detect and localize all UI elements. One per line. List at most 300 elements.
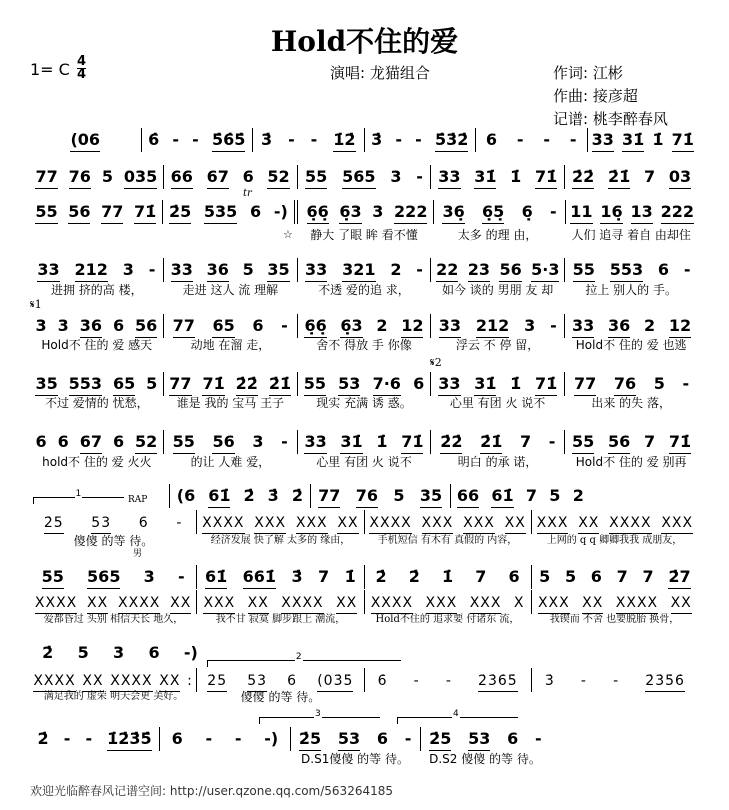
- note-group: 33: [438, 167, 460, 189]
- measure: [565, 432, 698, 454]
- note-group: 6: [485, 130, 498, 149]
- measure: [30, 202, 162, 224]
- notation-line: [30, 314, 698, 338]
- lyric-segment: hold不 住的 爱 火火: [42, 455, 152, 469]
- lyric-segment: 浮云 不 停 留，: [455, 338, 540, 352]
- note-group: 212: [75, 260, 108, 282]
- note-group: 6̇: [377, 673, 388, 689]
- notation-line: [30, 430, 698, 454]
- note-group: 61̇: [208, 486, 230, 508]
- note-group: 76: [614, 374, 636, 396]
- note-group: 36̣: [442, 202, 464, 224]
- note-group: XX: [337, 515, 358, 534]
- lyric-segment: 如今 谈的 男朋 友 却: [441, 283, 554, 297]
- note-group: 5: [539, 567, 551, 586]
- note-group: 6: [413, 374, 425, 393]
- note-group: XXXX: [202, 515, 244, 534]
- notation-line: [30, 590, 698, 614]
- lyric-segment: 心里 有团 火 说不: [449, 396, 546, 410]
- note-group: 5: [549, 486, 561, 505]
- note-group: -: [288, 130, 295, 149]
- note-group: 55: [572, 432, 594, 454]
- measure: [532, 592, 698, 614]
- note-group: 71̇: [535, 374, 557, 396]
- note-group: 6̣3: [340, 316, 362, 338]
- measure: [431, 432, 564, 454]
- lyrics-line: [30, 338, 698, 352]
- lyric-segment: 静大 了眼 眸 看不懂: [310, 228, 418, 242]
- note-group: (03̇5̇: [317, 673, 353, 692]
- measure: [298, 260, 431, 282]
- measure: [311, 486, 450, 508]
- note-group: 222: [394, 202, 427, 224]
- lyric-segment: 的让 人难 爱，: [190, 455, 271, 469]
- measure: [298, 167, 431, 189]
- measure: [30, 592, 196, 614]
- lyric-segment: 动地 在溜 走，: [190, 338, 271, 352]
- note-group: 7·6: [373, 374, 401, 396]
- trill-mark: tr: [243, 188, 252, 199]
- lyric-segment: 进拥 挤的高 楼，: [50, 283, 143, 297]
- note-group: 31̇: [474, 374, 496, 396]
- note-group: 33: [438, 374, 460, 396]
- lyric-segment: [30, 228, 164, 242]
- note-group: 77: [101, 202, 123, 224]
- measure: [298, 432, 431, 454]
- note-group: 6: [657, 260, 670, 279]
- note-group: 55: [573, 260, 595, 282]
- note-group: XX: [336, 595, 357, 614]
- measure: [431, 316, 564, 338]
- key-signature: 1= C: [30, 60, 70, 79]
- note-group: 6: [148, 643, 160, 662]
- notation-line: [30, 165, 698, 189]
- note-group: 7: [642, 567, 654, 586]
- note-group: 7: [519, 432, 532, 451]
- note-group: XXXX: [110, 673, 152, 692]
- note-group: 31̇: [622, 130, 644, 152]
- note-group: -: [205, 729, 213, 748]
- note-group: -: [172, 130, 180, 149]
- note-group: 2̇2̇: [440, 432, 462, 454]
- lyric-segment: Hold不 住的 爱 感天: [41, 338, 153, 352]
- note-group: 3: [122, 260, 134, 279]
- note-group: 3: [252, 432, 264, 451]
- lyrics-line: [30, 283, 698, 297]
- measure: [253, 130, 364, 152]
- measure: [291, 729, 420, 751]
- note-group: -: [580, 673, 587, 689]
- singer-credit: 演唱: 龙猫组合: [330, 64, 430, 82]
- measure: [30, 316, 163, 338]
- note-group: 33: [37, 260, 59, 282]
- note-group: 5: [393, 486, 405, 505]
- note-group: 5: [242, 260, 254, 279]
- note-group: 2: [643, 316, 656, 335]
- male-voice-mark: 男: [133, 549, 143, 559]
- note-group: 61̇: [491, 486, 513, 508]
- note-group: -: [682, 374, 690, 393]
- note-group: 13: [631, 202, 653, 224]
- note-group: -: [63, 729, 71, 748]
- measure: [476, 130, 587, 152]
- note-group: 5: [101, 167, 113, 186]
- lyric-segment: 经济发展 快了解 太多的 缘由，: [210, 535, 351, 546]
- note-group: 2̇1̇: [480, 432, 502, 454]
- note-group: 2̇1̇: [608, 167, 630, 189]
- note-group: 12: [401, 316, 423, 338]
- note-group: -: [395, 130, 403, 149]
- notation-line: [30, 200, 698, 224]
- lyric-segment: 爱都昏过 头别 相信天长 地久，: [43, 614, 184, 625]
- note-group: 2̇3̇5̇6̇: [645, 673, 685, 692]
- note-group: 66: [171, 167, 193, 189]
- note-group: 5: [77, 643, 89, 662]
- measure: [365, 670, 531, 692]
- note-group: 5·3: [531, 260, 559, 282]
- note-group: 565: [87, 567, 120, 589]
- segno-1-mark: 𝄋1: [30, 298, 42, 311]
- note-group: 6: [250, 202, 262, 221]
- note-group: 1̇: [442, 567, 454, 586]
- note-group: 6: [507, 729, 519, 748]
- notation-line: [30, 258, 698, 282]
- measure: [142, 130, 253, 152]
- measure: [30, 670, 196, 692]
- lyric-segment: 走进 这人 流 理解: [182, 283, 279, 297]
- note-group: -): [273, 202, 288, 221]
- note-group: 36: [608, 316, 630, 338]
- footer-link-text: 欢迎光临醉春风记谱空间: http://user.qzone.qq.com/563264185: [30, 784, 394, 798]
- measure: [566, 202, 698, 224]
- notation-line: [30, 484, 590, 508]
- lyric-segment: 出来 的失 落，: [591, 396, 671, 410]
- time-top: 4: [77, 54, 87, 69]
- note-group: X: [513, 595, 525, 611]
- note-group: 2̇: [408, 567, 420, 586]
- note-group: 3̇: [260, 130, 273, 149]
- note-group: 56: [608, 432, 630, 454]
- measure: [30, 374, 163, 396]
- note-group: 661̇: [243, 567, 276, 589]
- note-group: XXX: [422, 515, 454, 534]
- lyric-segment: 明白 的承 诺，: [457, 455, 538, 469]
- note-group: 55: [305, 167, 327, 189]
- notation-line: [30, 128, 698, 152]
- note-group: 71̇: [202, 374, 224, 396]
- lyric-segment: 上网的 q q 卿卿我我 成朋友，: [546, 535, 683, 546]
- note-group: 16̣: [600, 202, 622, 224]
- note-group: 65: [212, 316, 234, 338]
- note-group: 6: [112, 316, 125, 335]
- note-group: 6: [171, 729, 183, 748]
- note-group: 71̇: [672, 130, 694, 152]
- lyric-segment: [164, 228, 298, 242]
- note-group: 31̇: [474, 167, 496, 189]
- lyrics-line: [30, 613, 698, 627]
- note-group: 553: [610, 260, 643, 282]
- note-group: (6: [176, 486, 196, 505]
- volta-4: 4: [397, 717, 518, 724]
- measure: [30, 729, 159, 751]
- note-group: 76: [69, 167, 91, 189]
- note-group: -: [404, 729, 412, 748]
- note-group: 6̇: [148, 130, 160, 149]
- note-group: 3: [524, 316, 536, 335]
- note-group: 53: [338, 729, 360, 751]
- note-group: 77: [35, 167, 57, 189]
- note-group: XXXX: [35, 595, 77, 614]
- note-group: 3: [372, 202, 384, 221]
- note-group: 36: [207, 260, 229, 282]
- note-group: 3: [35, 316, 47, 335]
- measure: [588, 130, 699, 152]
- note-group: -: [613, 673, 620, 689]
- lyric-segment: 我不甘 寂寞 脚步跟上 潮流，: [215, 614, 346, 625]
- note-group: 53: [247, 673, 267, 692]
- note-group: -: [85, 729, 93, 748]
- measure: [532, 512, 698, 534]
- volta-2: 2: [207, 660, 401, 667]
- measure: [164, 260, 297, 282]
- volta-3: 3: [259, 717, 380, 724]
- note-group: 66: [457, 486, 479, 508]
- note-group: 2̇2̇: [236, 374, 258, 396]
- lyricist-credit: 作词: 江彬: [553, 64, 623, 82]
- note-group: 36: [80, 316, 102, 338]
- note-group: 71̇: [134, 202, 156, 224]
- note-group: 67: [207, 167, 229, 189]
- note-group: 3̇: [267, 486, 279, 505]
- note-group: 77: [318, 486, 340, 508]
- note-group: 12: [669, 316, 691, 338]
- note-group: 52: [267, 167, 289, 189]
- measure: [30, 432, 163, 454]
- lyric-segment: 手机短信 有木有 真假的 内容，: [377, 535, 518, 546]
- note-group: 2̇5: [169, 202, 191, 224]
- note-group: 6: [590, 567, 602, 586]
- note-group: 7: [525, 486, 538, 505]
- measure: [565, 260, 698, 282]
- note-group: 55: [42, 567, 64, 589]
- note-group: XXX: [296, 515, 328, 534]
- measure: [30, 167, 163, 189]
- note-group: 565: [342, 167, 375, 189]
- lyric-segment: 不过 爱情的 忧愁，: [44, 396, 149, 410]
- lyric-segment: 傻傻 的等 待。: [73, 534, 154, 548]
- note-group: XXX: [537, 515, 569, 534]
- note-group: 65: [113, 374, 135, 396]
- note-group: 2̇5: [207, 673, 227, 692]
- measure: [431, 260, 564, 282]
- note-group: -: [569, 130, 577, 149]
- note-group: 5̇3̇2̇: [435, 130, 468, 152]
- measure: [164, 374, 297, 396]
- note-group: 33: [171, 260, 193, 282]
- note-group: XXXX: [33, 673, 75, 692]
- notation-line: [30, 565, 698, 589]
- lyrics-line: [30, 455, 698, 469]
- note-group: 2̇2̇: [572, 167, 594, 189]
- lyric-segment: 心里 有团 火 说不: [316, 455, 412, 469]
- note-group: 7: [616, 567, 628, 586]
- note-group: 71̇: [669, 432, 691, 454]
- lyric-segment: 傻傻 的等 待。: [240, 690, 321, 704]
- note-group: 5̇6̇5̇: [212, 130, 245, 152]
- note-group: -: [281, 316, 288, 335]
- note-group: 53: [468, 729, 490, 751]
- note-group: -: [543, 130, 551, 149]
- note-group: 52: [135, 432, 157, 454]
- note-group: -: [683, 260, 691, 279]
- lyric-segment: [531, 690, 698, 704]
- measure: [30, 512, 196, 534]
- lyric-segment: 满足我的 虚荣 明天会更 美好。: [43, 691, 184, 702]
- note-group: XX: [82, 673, 103, 692]
- note-group: XXX: [538, 595, 570, 614]
- time-signature: [77, 56, 86, 81]
- note-group: 76: [356, 486, 378, 508]
- note-group: XXX: [661, 515, 693, 534]
- note-group: 2: [376, 316, 388, 335]
- note-group: XX: [87, 595, 108, 614]
- note-group: 71̇: [535, 167, 557, 189]
- note-group: 2: [572, 486, 584, 505]
- note-group: -: [413, 673, 420, 689]
- note-group: 3: [390, 167, 402, 186]
- note-group: 56: [68, 202, 90, 224]
- note-group: -: [416, 260, 423, 279]
- lyric-segment: 不透 爱的追 求，: [318, 283, 410, 297]
- measure: [298, 316, 431, 338]
- lyric-segment: D.S1傻傻 的等 待。: [301, 752, 409, 766]
- note-group: 535: [204, 202, 237, 224]
- note-group: 5: [146, 374, 158, 393]
- measure: [565, 167, 698, 189]
- lyric-segment: Hold不住的 追求要 付诸东 流，: [375, 614, 520, 625]
- note-group: 6: [112, 432, 125, 451]
- note-group: XXXX: [616, 595, 658, 614]
- note-group: 6̣6̣: [304, 316, 326, 338]
- note-group: 6: [57, 432, 69, 451]
- lyric-segment: Hold不 住的 爱 也逃: [575, 338, 687, 352]
- lyric-segment: 我锲而 不舍 也要脱胎 换骨，: [549, 614, 680, 625]
- measure: [170, 486, 309, 508]
- note-group: -: [416, 167, 423, 186]
- note-group: 2̇5: [299, 729, 321, 751]
- note-group: XXXX: [369, 515, 411, 534]
- note-group: 55: [304, 374, 326, 396]
- note-group: XXX: [426, 595, 458, 614]
- lyrics-line: [30, 534, 698, 548]
- note-group: 56: [499, 260, 521, 282]
- measure: [30, 260, 163, 282]
- measure: [197, 567, 363, 589]
- note-group: 67: [80, 432, 102, 454]
- note-group: 2̇1̇: [269, 374, 291, 396]
- note-group: -: [310, 130, 318, 149]
- note-group: 1̇: [652, 130, 664, 149]
- measure: [451, 486, 590, 508]
- note-group: 6̣5̣: [482, 202, 504, 224]
- transcriber-credit: 记谱: 桃李醉春风: [553, 110, 668, 128]
- measure: [298, 374, 431, 396]
- note-group: 22: [436, 260, 458, 282]
- measure: [532, 567, 698, 589]
- lyrics-line: [30, 752, 550, 766]
- note-group: 7: [643, 167, 656, 186]
- note-group: -: [548, 432, 556, 451]
- song-title: Hold不住的爱: [270, 25, 459, 58]
- note-group: 6̣6̣: [307, 202, 329, 224]
- note-group: -): [264, 729, 279, 748]
- measure: [164, 316, 297, 338]
- note-group: 222: [661, 202, 694, 224]
- note-group: 23: [468, 260, 490, 282]
- note-group: 2̇: [42, 643, 54, 662]
- measure: [365, 130, 476, 152]
- lyric-segment: 现实 充满 诱 惑。: [316, 396, 412, 410]
- note-group: XXXX: [118, 595, 160, 614]
- measure: [421, 729, 550, 751]
- note-group: 2: [390, 260, 402, 279]
- note-group: 2̇: [375, 567, 387, 586]
- note-group: 1̇: [376, 432, 388, 451]
- note-group: -: [516, 130, 524, 149]
- note-group: -: [148, 260, 156, 279]
- note-group: 2̇: [291, 486, 303, 505]
- note-group: XXX: [203, 595, 235, 614]
- note-group: 56: [135, 316, 157, 338]
- note-group: 321: [342, 260, 375, 282]
- note-group: 6: [138, 515, 149, 531]
- notation-line: [30, 643, 210, 665]
- lyrics-line: [30, 396, 698, 410]
- note-group: XX: [159, 673, 180, 692]
- note-group: (06: [70, 130, 100, 152]
- note-group: -: [550, 316, 557, 335]
- lyric-segment: 人们 追寻 着自 由却住: [571, 228, 691, 242]
- note-group: 2̇5: [44, 515, 64, 534]
- measure: [30, 486, 169, 508]
- notation-line: [30, 372, 698, 396]
- note-group: -: [281, 432, 288, 451]
- measure: [431, 167, 564, 189]
- note-group: 53: [338, 374, 360, 396]
- note-group: -: [176, 515, 183, 531]
- segno-2-mark: 𝄋2: [430, 356, 442, 369]
- note-group: 3̇: [291, 567, 303, 586]
- note-group: 6: [376, 729, 388, 748]
- note-group: -: [234, 729, 242, 748]
- note-group: 6: [287, 673, 298, 689]
- note-group: 3̇: [371, 130, 383, 149]
- note-group: 035: [124, 167, 157, 189]
- time-bottom: 4: [77, 67, 87, 82]
- note-group: 6: [508, 567, 520, 586]
- note-group: 33: [572, 316, 594, 338]
- measure: [197, 592, 363, 614]
- note-group: XXXX: [281, 595, 323, 614]
- note-group: 55: [35, 202, 57, 224]
- measure: [565, 316, 698, 338]
- lyric-segment: D.S2 傻傻 的等 待。: [429, 752, 541, 766]
- note-group: 56: [212, 432, 234, 454]
- note-group: 35: [35, 374, 57, 396]
- note-group: 6: [35, 432, 47, 451]
- note-group: 5: [564, 567, 577, 586]
- note-group: 55: [173, 432, 195, 454]
